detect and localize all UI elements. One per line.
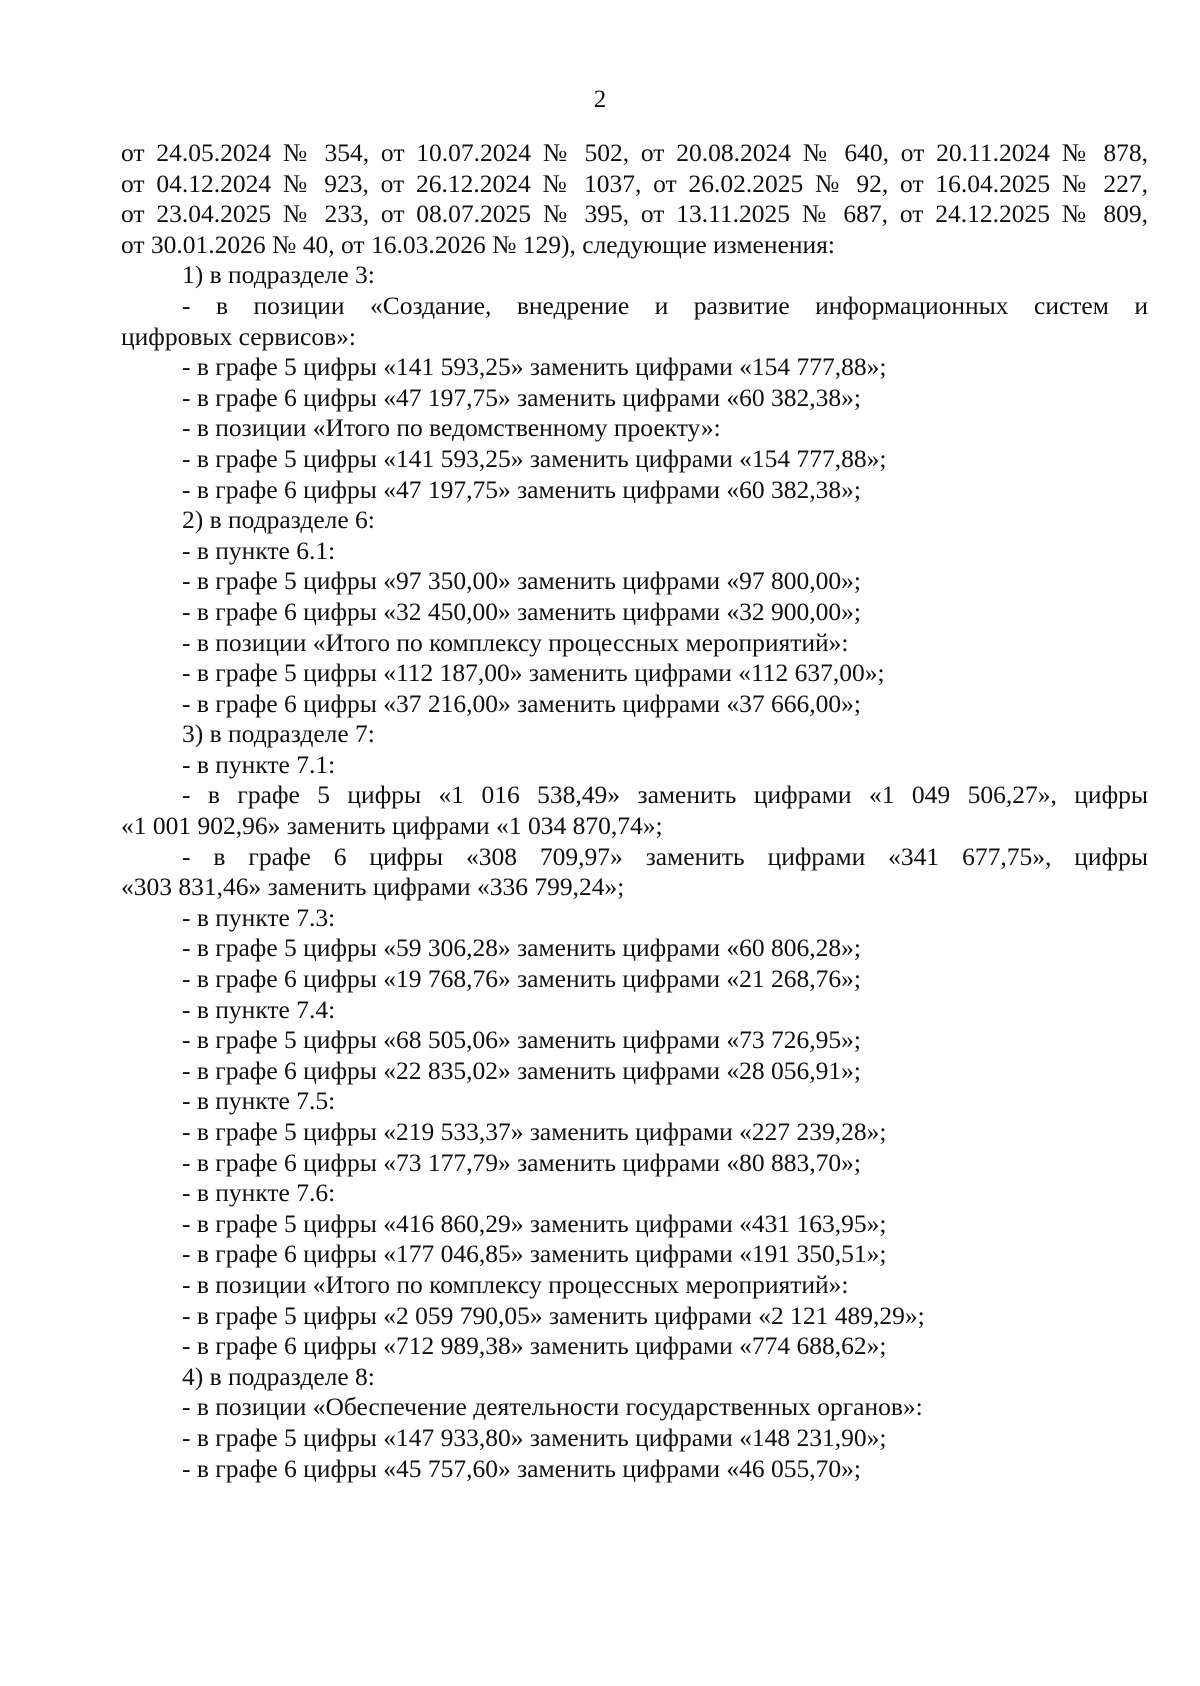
- text-line: - в графе 5 цифры «1 016 538,49» заменить цифрами «1 049 506,27», цифры: [182, 780, 1148, 810]
- text-line: - в позиции «Обеспечение деятельности государственных органов»:: [182, 1392, 923, 1422]
- text-line: - в графе 6 цифры «19 768,76» заменить цифрами «21 268,76»;: [182, 964, 862, 994]
- text-line: - в графе 5 цифры «141 593,25» заменить цифрами «154 777,88»;: [182, 443, 887, 473]
- text-line: «1 001 902,96» заменить цифрами «1 034 870,74»;: [121, 811, 663, 841]
- text-line: от 24.05.2024 № 354, от 10.07.2024 № 502, от 20.08.2024 № 640, от 20.11.2024 № 878,: [121, 138, 1148, 167]
- text-line: - в графе 6 цифры «47 197,75» заменить цифрами «60 382,38»;: [182, 474, 862, 504]
- text-line: - в пункте 7.1:: [182, 749, 336, 779]
- text-line: - в позиции «Итого по комплексу процессных мероприятий»:: [182, 627, 849, 657]
- text-line: - в графе 5 цифры «416 860,29» заменить цифрами «431 163,95»;: [182, 1208, 887, 1238]
- text-line: - в позиции «Создание, внедрение и развитие информационных систем и: [182, 290, 1148, 320]
- text-line: - в графе 6 цифры «712 989,38» заменить цифрами «774 688,62»;: [182, 1331, 887, 1361]
- text-line: - в пункте 7.3:: [182, 902, 336, 932]
- text-line: - в графе 6 цифры «45 757,60» заменить цифрами «46 055,70»;: [182, 1453, 862, 1483]
- text-line: - в графе 5 цифры «97 350,00» заменить цифрами «97 800,00»;: [182, 566, 862, 596]
- text-line: 4) в подразделе 8:: [182, 1361, 375, 1391]
- text-line: - в графе 5 цифры «59 306,28» заменить цифрами «60 806,28»;: [182, 933, 862, 963]
- text-line: - в пункте 7.4:: [182, 994, 336, 1024]
- text-line: от 04.12.2024 № 923, от 26.12.2024 № 1037, от 26.02.2025 № 92, от 16.04.2025 № 227,: [121, 168, 1148, 198]
- document-body: [121, 138, 1148, 1484]
- text-line: от 30.01.2026 № 40, от 16.03.2026 № 129), следующие изменения:: [121, 229, 835, 259]
- text-line: - в графе 5 цифры «2 059 790,05» заменить цифрами «2 121 489,29»;: [182, 1300, 925, 1330]
- text-line: - в графе 6 цифры «73 177,79» заменить цифрами «80 883,70»;: [182, 1147, 862, 1177]
- text-line: - в графе 5 цифры «68 505,06» заменить цифрами «73 726,95»;: [182, 1025, 862, 1055]
- text-line: от 23.04.2025 № 233, от 08.07.2025 № 395, от 13.11.2025 № 687, от 24.12.2025 № 809,: [121, 199, 1148, 229]
- text-line: - в графе 6 цифры «47 197,75» заменить цифрами «60 382,38»;: [182, 382, 862, 412]
- text-line: - в пункте 7.5:: [182, 1086, 336, 1116]
- text-line: - в графе 5 цифры «112 187,00» заменить цифрами «112 637,00»;: [182, 658, 885, 688]
- text-line: - в пункте 7.6:: [182, 1178, 336, 1208]
- text-line: - в графе 6 цифры «32 450,00» заменить цифрами «32 900,00»;: [182, 596, 862, 626]
- text-line: цифровых сервисов»:: [121, 321, 356, 351]
- text-line: - в графе 6 цифры «37 216,00» заменить цифрами «37 666,00»;: [182, 688, 862, 718]
- text-line: - в графе 5 цифры «219 533,37» заменить цифрами «227 239,28»;: [182, 1117, 887, 1146]
- text-line: - в пункте 6.1:: [182, 535, 336, 565]
- text-line: 1) в подразделе 3:: [182, 260, 375, 290]
- page-number: 2: [593, 86, 607, 113]
- text-line: «303 831,46» заменить цифрами «336 799,24»;: [121, 872, 625, 902]
- text-line: - в графе 6 цифры «308 709,97» заменить цифрами «341 677,75», цифры: [182, 841, 1148, 871]
- text-line: - в графе 5 цифры «147 933,80» заменить цифрами «148 231,90»;: [182, 1422, 887, 1452]
- text-line: 3) в подразделе 7:: [182, 719, 375, 749]
- text-line: - в графе 5 цифры «141 593,25» заменить цифрами «154 777,88»;: [182, 352, 887, 382]
- text-line: - в позиции «Итого по комплексу процессных мероприятий»:: [182, 1269, 849, 1299]
- text-line: - в графе 6 цифры «22 835,02» заменить цифрами «28 056,91»;: [182, 1055, 862, 1085]
- text-line: 2) в подразделе 6:: [182, 505, 375, 535]
- text-line: - в позиции «Итого по ведомственному проекту»:: [182, 413, 721, 443]
- text-line: - в графе 6 цифры «177 046,85» заменить цифрами «191 350,51»;: [182, 1239, 887, 1269]
